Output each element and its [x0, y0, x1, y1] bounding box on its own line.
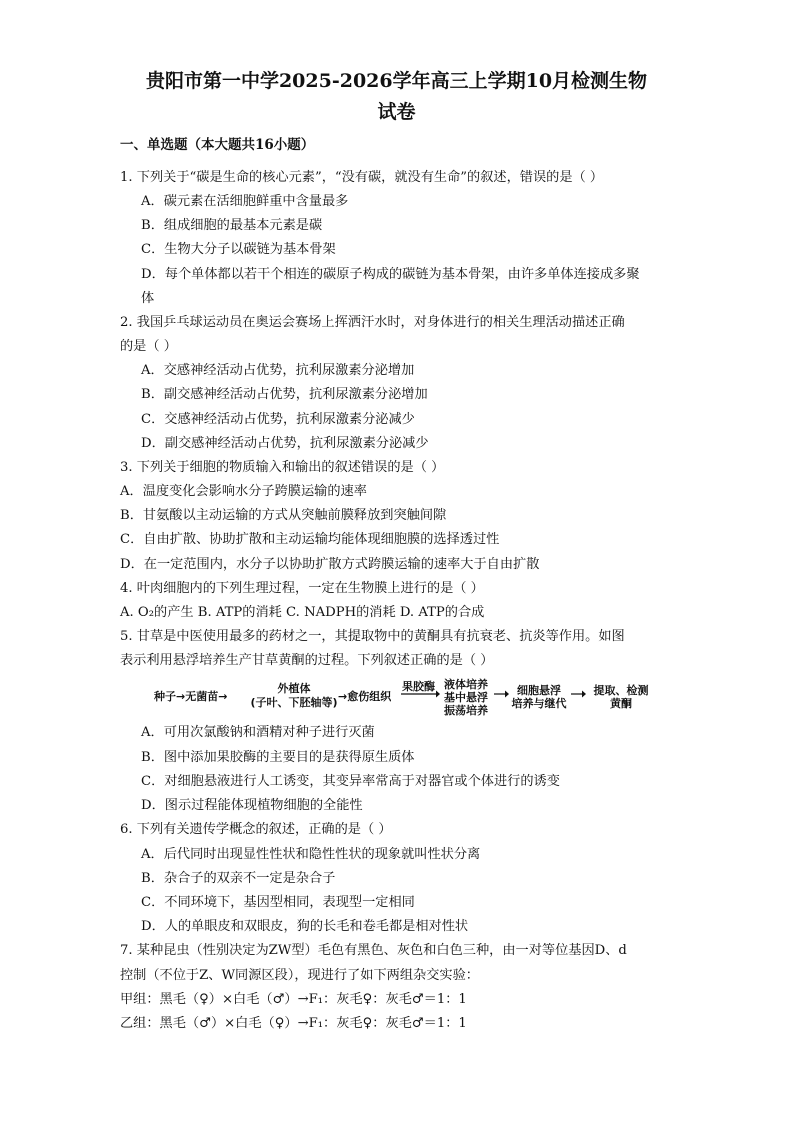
q1-stem: 1. 下列关于“碳是生命的核心元素”，“没有碳，就没有生命”的叙述，错误的是（ ）: [120, 170, 604, 185]
diagram-explant-note: (子叶、下胚轴等): [250, 696, 338, 709]
q4-options: A. O₂的产生 B. ATP的消耗 C. NADPH的消耗 D. ATP的合成: [120, 605, 485, 620]
q3-option-b: B．甘氨酸以主动运输的方式从突触前膜释放到突触间隙: [120, 508, 447, 523]
q2-option-b: B．副交感神经活动占优势，抗利尿激素分泌增加: [141, 387, 428, 402]
process-diagram: [148, 678, 668, 724]
q5-option-a: A．可用次氯酸钠和酒精对种子进行灭菌: [141, 725, 375, 740]
diagram-extract-1: 提取、检测: [593, 684, 649, 697]
q2-stem-cont: 的是（ ）: [120, 339, 177, 354]
diagram-liquid-culture-3: 振荡培养: [444, 704, 488, 717]
q4-stem: 4. 叶肉细胞内的下列生理过程，一定在生物膜上进行的是（ ）: [120, 581, 484, 596]
q7-group-b: 乙组：黑毛（♂）×白毛（♀）→F₁：灰毛♀：灰毛♂＝1：1: [120, 1016, 467, 1031]
q7-group-a: 甲组：黑毛（♀）×白毛（♂）→F₁：灰毛♀：灰毛♂＝1：1: [120, 992, 467, 1007]
q1-option-d-cont: 体: [141, 291, 155, 306]
diagram-liquid-culture-2: 基中悬浮: [444, 691, 488, 704]
q2-stem: 2. 我国乒乓球运动员在奥运会赛场上挥洒汗水时，对身体进行的相关生理活动描述正确: [120, 315, 625, 330]
q6-option-c: C．不同环境下，基因型相同，表现型一定相同: [141, 895, 415, 910]
q7-stem-cont: 控制（不位于Z、W同源区段），现进行了如下两组杂交实验：: [120, 968, 479, 983]
q1-option-b: B．组成细胞的最基本元素是碳: [141, 218, 323, 233]
diagram-explant: 外植体: [277, 682, 311, 695]
section-heading: 一、单选题（本大题共16小题）: [120, 137, 315, 153]
q1-option-d: D．每个单体都以若干个相连的碳原子构成的碳链为基本骨架，由许多单体连接成多聚: [141, 267, 640, 282]
q3-option-c: C．自由扩散、协助扩散和主动运输均能体现细胞膜的选择透过性: [120, 532, 500, 547]
diagram-arrow-3: [570, 689, 586, 699]
q6-option-a: A．后代同时出现显性性状和隐性性状的现象就叫性状分离: [141, 847, 481, 862]
diagram-extract-2: 黄酮: [610, 697, 632, 710]
q2-option-c: C．交感神经活动占优势，抗利尿激素分泌减少: [141, 412, 415, 427]
q6-option-d: D．人的单眼皮和双眼皮，狗的长毛和卷毛都是相对性状: [141, 919, 469, 934]
diagram-liquid-culture-1: 液体培养: [444, 678, 488, 691]
q6-stem: 6. 下列有关遗传学概念的叙述，正确的是（ ）: [120, 822, 392, 837]
q7-stem: 7. 某种昆虫（性别决定为ZW型）毛色有黑色、灰色和白色三种，由一对等位基因D、d: [120, 943, 627, 958]
q2-option-a: A．交感神经活动占优势，抗利尿激素分泌增加: [141, 363, 415, 378]
q5-option-c: C．对细胞悬液进行人工诱变，其变异率常高于对器官或个体进行的诱变: [141, 774, 560, 789]
q5-option-b: B．图中添加果胶酶的主要目的是获得原生质体: [141, 750, 415, 765]
q1-option-c: C．生物大分子以碳链为基本骨架: [141, 242, 336, 257]
diagram-seed-sterile-seedling: 种子→无菌苗→: [154, 690, 228, 703]
q1-option-a: A．碳元素在活细胞鲜重中含量最多: [141, 194, 349, 209]
diagram-callus: →愈伤组织: [338, 690, 392, 703]
q6-option-b: B．杂合子的双亲不一定是杂合子: [141, 871, 336, 886]
q3-option-a: A．温度变化会影响水分子跨膜运输的速率: [120, 484, 367, 499]
diagram-suspension-2: 培养与继代: [511, 697, 567, 710]
q5-stem: 5. 甘草是中医使用最多的药材之一，其提取物中的黄酮具有抗衰老、抗炎等作用。如图: [120, 629, 625, 644]
exam-title-line2: 试卷: [377, 101, 416, 123]
diagram-suspension-1: 细胞悬浮: [517, 684, 561, 697]
q3-stem: 3. 下列关于细胞的物质输入和输出的叙述错误的是（ ）: [120, 460, 445, 475]
exam-title-line1: 贵阳市第一中学2025-2026学年高三上学期10月检测生物: [145, 70, 648, 92]
q2-option-d: D．副交感神经活动占优势，抗利尿激素分泌减少: [141, 436, 429, 451]
q5-option-d: D．图示过程能体现植物细胞的全能性: [141, 798, 363, 813]
diagram-pectinase-arrow: [400, 689, 440, 699]
diagram-pectinase-label: 果胶酶: [402, 680, 435, 693]
q5-stem-cont: 表示利用悬浮培养生产甘草黄酮的过程。下列叙述正确的是（ ）: [120, 653, 494, 668]
diagram-arrow-2: [493, 689, 509, 699]
q3-option-d: D．在一定范围内，水分子以协助扩散方式跨膜运输的速率大于自由扩散: [120, 557, 540, 572]
